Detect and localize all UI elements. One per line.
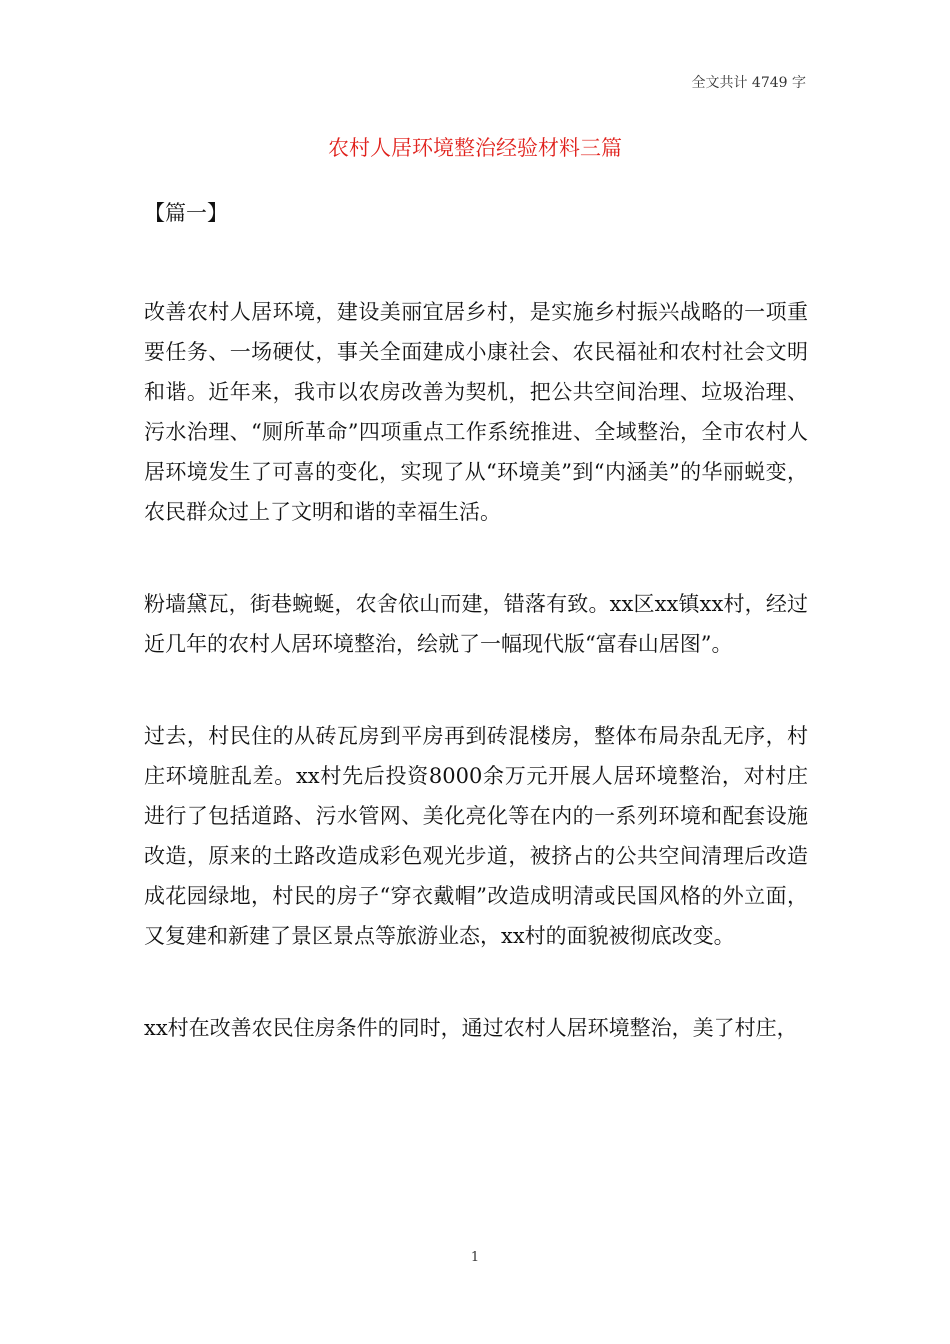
section-label: 【篇一】 xyxy=(144,201,228,225)
word-count: 全文共计 4749 字 xyxy=(691,75,806,91)
paragraph: 粉墙黛瓦，街巷蜿蜒，农舍依山而建，错落有致。xx区xx镇xx村，经过近几年的农村人居环境整治，绘就了一幅现代版“富春山居图”。 xyxy=(144,592,808,656)
document-title: 农村人居环境整治经验材料三篇 xyxy=(328,136,622,160)
paragraph: 改善农村人居环境，建设美丽宜居乡村，是实施乡村振兴战略的一项重要任务、一场硬仗，事关全面建成小康社会、农民福祉和农村社会文明和谐。近年来，我市以农房改善为契机，把公共空间治理、垃圾治理、污水治理、“厕所革命”四项重点工作系统推进、全域整治，全市农村人居环境发生了可喜的变化，实现了从“环境美”到“内涵美”的华丽蜕变，农民群众过上了文明和谐的幸福生活。 xyxy=(144,300,808,524)
paragraph: xx村在改善农民住房条件的同时，通过农村人居环境整治，美了村庄， xyxy=(144,1016,798,1040)
page-number: 1 xyxy=(470,1250,480,1265)
paragraph: 过去，村民住的从砖瓦房到平房再到砖混楼房，整体布局杂乱无序，村庄环境脏乱差。xx村先后投资8000余万元开展人居环境整治，对村庄进行了包括道路、污水管网、美化亮化等在内的一系列环境和配套设施改造，原来的土路改造成彩色观光步道，被挤占的公共空间清理后改造成花园绿地，村民的房子“穿衣戴帽”改造成明清或民国风格的外立面，又复建和新建了景区景点等旅游业态，xx村的面貌被彻底改变。 xyxy=(144,724,808,948)
document-body xyxy=(144,292,808,1100)
